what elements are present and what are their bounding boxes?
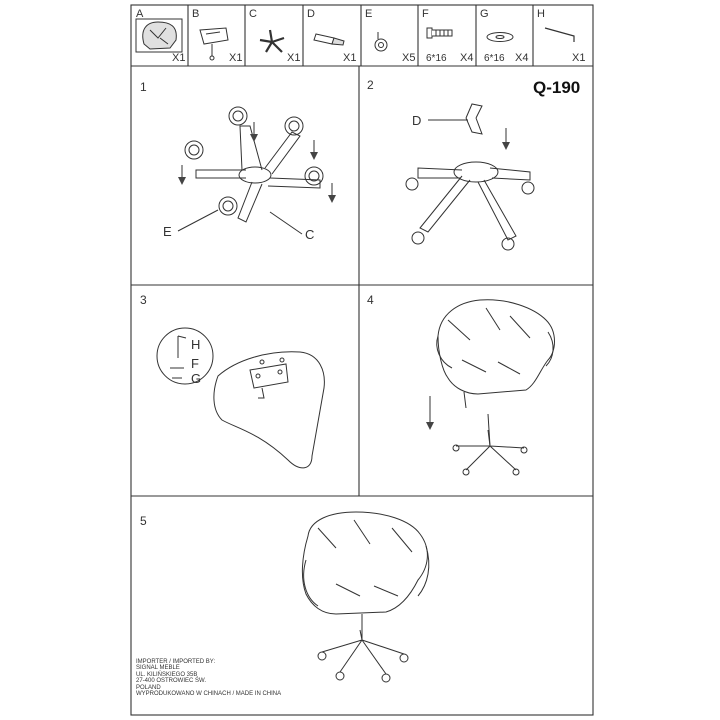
step3-illustration [157, 328, 324, 468]
bolt-part-icon [427, 28, 452, 38]
step-number-3: 3 [140, 293, 147, 307]
step1-callout-c: C [305, 227, 315, 242]
allen-key-part-icon [545, 28, 574, 42]
step4-illustration [430, 300, 555, 475]
part-qty-f: X4 [460, 52, 474, 64]
step-number-4: 4 [367, 293, 374, 307]
mechanism-part-icon [200, 28, 228, 60]
part-spec-g: 6*16 [484, 53, 505, 64]
part-letter-e: E [365, 8, 373, 20]
step1-callout-e: E [163, 224, 172, 239]
importer-line: SIGNAL MEBLE [136, 665, 180, 672]
seat-part-icon [136, 19, 182, 52]
importer-info [136, 659, 281, 697]
outer-frame [131, 5, 593, 715]
step1-illustration [178, 107, 332, 234]
part-letter-f: F [422, 8, 429, 20]
part-qty-g: X4 [515, 52, 529, 64]
washer-part-icon [487, 33, 513, 42]
importer-line: WYPRODUKOWANO W CHINACH / MADE IN CHINA [136, 691, 282, 698]
part-letter-a: A [136, 8, 144, 20]
step3-callout-f: F [191, 356, 199, 371]
step3-callout-g: G [191, 371, 202, 386]
part-qty-h: X1 [572, 52, 586, 64]
step-number-5: 5 [140, 514, 147, 528]
part-letter-h: H [537, 8, 545, 20]
importer-line: UL. KILIŃSKIEGO 35B [136, 671, 198, 678]
part-qty-a: X1 [172, 52, 186, 64]
step-number-1: 1 [140, 80, 147, 94]
part-letter-c: C [249, 8, 257, 20]
step2-illustration [406, 104, 534, 250]
gas-lift-part-icon [314, 34, 344, 45]
step3-callout-h: H [191, 337, 201, 352]
star-base-part-icon [260, 30, 284, 52]
part-letter-g: G [480, 8, 489, 20]
part-letter-d: D [307, 8, 315, 20]
importer-line: POLAND [136, 684, 161, 691]
part-qty-b: X1 [229, 52, 243, 64]
part-letter-b: B [192, 8, 200, 20]
part-spec-f: 6*16 [426, 53, 447, 64]
importer-line: IMPORTER / IMPORTED BY: [136, 659, 216, 665]
part-qty-e: X5 [402, 52, 416, 64]
part-qty-c: X1 [287, 52, 301, 64]
importer-line: 27-400 OSTROWIEC ŚW. [136, 678, 207, 685]
caster-part-icon [375, 32, 387, 51]
model-code: Q-190 [533, 78, 581, 97]
step5-illustration [302, 512, 428, 682]
step-number-2: 2 [367, 78, 374, 92]
step2-callout-d: D [412, 113, 422, 128]
part-qty-d: X1 [343, 52, 357, 64]
